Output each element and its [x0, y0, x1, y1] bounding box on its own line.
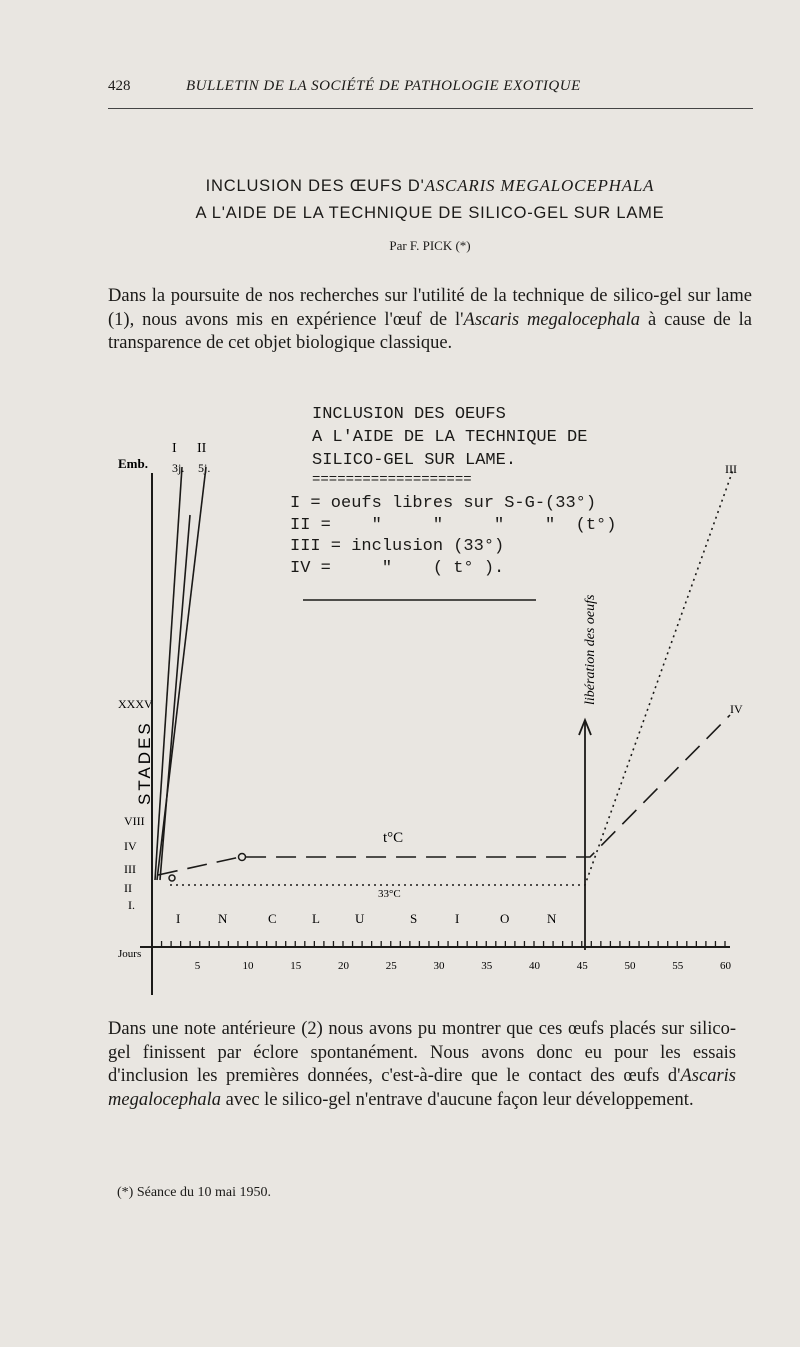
inclusion-letter: L	[312, 911, 320, 926]
inclusion-letter: U	[355, 911, 365, 926]
article-title	[105, 172, 755, 227]
stage-mark-xxxv: XXXV	[118, 697, 153, 711]
x-tick-label: 50	[624, 960, 636, 972]
inclusion-letter: N	[218, 911, 228, 926]
figure-chart	[0, 395, 800, 1005]
x-tick-label: 15	[290, 960, 302, 972]
header-rule	[108, 108, 753, 109]
inclusion-letter: S	[410, 911, 418, 926]
stage-mark-iii: III	[124, 862, 136, 876]
legend-item-3: III = inclusion (33°)	[290, 537, 505, 556]
byline: Par F. PICK (*)	[389, 238, 471, 253]
x-tick-label: 10	[242, 960, 254, 972]
page-header	[108, 78, 753, 112]
temp-33-label: 33°C	[378, 888, 401, 900]
stage-mark-ii: II	[124, 881, 132, 895]
legend	[290, 405, 616, 578]
body-paragraph	[108, 1018, 736, 1112]
x-tick-label: 25	[385, 960, 397, 972]
stage-mark-iv: IV	[124, 839, 137, 853]
inclusion-letter: I	[455, 911, 460, 926]
curve-iii-point	[169, 875, 175, 881]
x-tick-label: 45	[576, 960, 588, 972]
body-text-b: avec le silico-gel n'entrave d'aucune façon leur développement.	[221, 1089, 694, 1110]
curve-iv-point	[239, 854, 246, 861]
y-axis-label: STADES	[135, 720, 154, 805]
legend-item-4: IV = " ( t° ).	[290, 559, 505, 578]
x-tick-label: 55	[672, 960, 684, 972]
curve-i	[155, 467, 182, 880]
intro-species: Ascaris megalocephala	[463, 309, 641, 330]
release-arrow	[579, 720, 591, 950]
figure	[0, 395, 800, 1005]
stage-mark-i: I.	[128, 898, 135, 912]
x-tick-label: 35	[481, 960, 493, 972]
curve-label-iv: IV	[730, 702, 743, 716]
x-axis-label: Jours	[118, 948, 142, 960]
x-ticks	[162, 941, 732, 972]
legend-title-1: INCLUSION DES OEUFS	[312, 405, 506, 424]
inclusion-letter: I	[176, 911, 181, 926]
inclusion-letter: C	[268, 911, 277, 926]
body-species: Ascaris megalocephala	[108, 1066, 736, 1110]
title-line-2: A L'AIDE DE LA TECHNIQUE DE SILICO-GEL SUR LAME	[195, 204, 665, 222]
page-number: 428	[108, 78, 131, 94]
legend-item-2: II = " " " " (t°)	[290, 516, 617, 535]
x-tick-label: 20	[338, 960, 349, 972]
release-label: libération des oeufs	[583, 594, 598, 705]
footnote: (*) Séance du 10 mai 1950.	[117, 1185, 271, 1200]
x-tick-label: 40	[529, 960, 540, 972]
intro-paragraph	[108, 285, 752, 356]
intro-text-a: Dans la poursuite de nos recherches sur l'utilité de la technique de silico-gel sur lame (1), nous avons mis en expérience l'œuf de l'	[108, 286, 752, 330]
legend-separator: ===================	[312, 472, 472, 488]
legend-item-1: I = oeufs libres sur S-G-(33°)	[290, 494, 597, 513]
curve-iv-dashed	[158, 715, 730, 875]
temp-ambient-label: t°C	[383, 830, 404, 846]
legend-title-2: A L'AIDE DE LA TECHNIQUE DE	[312, 428, 588, 447]
curve-label-ii: II	[197, 441, 207, 456]
curve-label-i: I	[172, 441, 177, 456]
journal-title: BULLETIN DE LA SOCIÉTÉ DE PATHOLOGIE EXOTIQUE	[186, 78, 581, 94]
inclusion-letter: O	[500, 911, 510, 926]
y-top-label: Emb.	[118, 456, 148, 471]
title-line-1	[105, 172, 755, 200]
x-tick-label: 60	[720, 960, 731, 972]
stage-mark-viii: VIII	[124, 814, 145, 828]
legend-title-3: SILICO-GEL SUR LAME.	[312, 451, 517, 470]
inclusion-letters	[176, 911, 557, 926]
x-tick-label: 30	[433, 960, 445, 972]
curve-label-i-days: 3j.	[172, 461, 185, 475]
title-species: ASCARIS MEGALOCEPHALA	[424, 176, 655, 195]
curve-label-iii: III	[725, 462, 737, 476]
title-prefix: INCLUSION DES ŒUFS D'	[205, 177, 425, 195]
x-tick-label: 5	[194, 960, 201, 972]
curve-label-ii-days: 5j.	[198, 461, 211, 475]
body-text-a: Dans une note antérieure (2) nous avons pu montrer que ces œufs placés sur silico-gel finissent par éclore spontanément. Nous avons donc eu pour les essais d'inclusion les premières données, c'est-à-dire que le contact des œufs d'	[108, 1019, 736, 1086]
intro-text-b: à cause de la transparence de cet objet biologique classique.	[108, 309, 752, 353]
inclusion-letter: N	[547, 911, 557, 926]
